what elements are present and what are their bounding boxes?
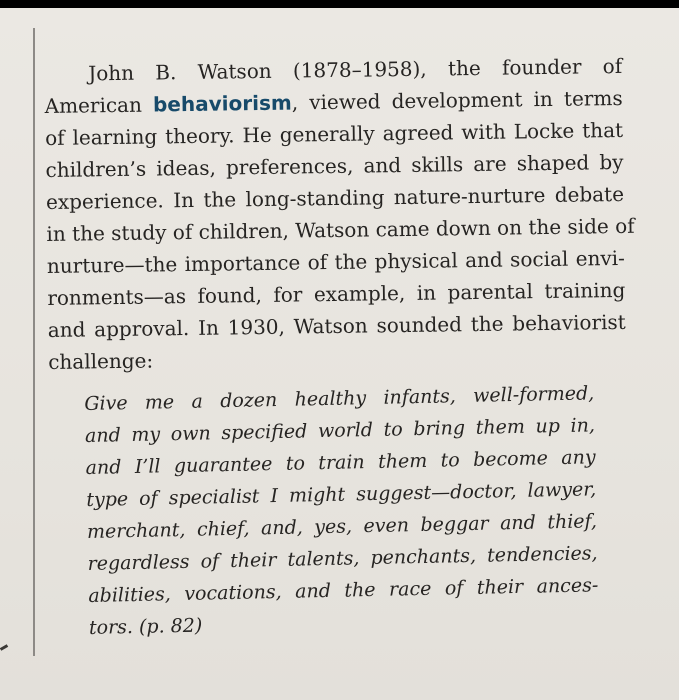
block-quote	[84, 377, 599, 644]
paragraph-line: experience. In the long-standing nature-nurture debate	[45, 181, 625, 214]
paragraph-line: and approval. In 1930, Watson sounded the behaviorist	[47, 309, 626, 342]
quote-line: merchant, chief, and, yes, even beggar and thief,	[86, 510, 598, 543]
paragraph-line: in the study of children, Watson came down on the side of	[46, 213, 635, 246]
key-term: behaviorism	[152, 90, 292, 117]
paragraph-line: children’s ideas, preferences, and skills are shaped by	[45, 149, 624, 182]
quote-line: and I’ll guarantee to train them to become any	[85, 446, 596, 479]
top-black-bar	[0, 0, 679, 8]
quote-line: tors. (p. 82)	[88, 614, 203, 639]
quote-line: abilities, vocations, and the race of their ances-	[88, 574, 599, 607]
paragraph-line: nurture—the importance of the physical and social envi-	[46, 245, 626, 278]
quote-line: and my own specified world to bring them up in,	[84, 414, 596, 447]
margin-mark	[0, 644, 8, 651]
body-paragraph	[44, 50, 635, 378]
paragraph-line: John B. Watson (1878–1958), the founder of	[88, 53, 623, 86]
quote-line: Give me a dozen healthy infants, well-formed,	[84, 382, 595, 415]
paragraph-text: American	[44, 92, 154, 118]
paragraph-text: , viewed development in terms	[291, 85, 623, 115]
paragraph-line: ronments—as found, for example, in parental training	[47, 277, 626, 310]
paragraph-line: of learning theory. He generally agreed with Locke that	[44, 117, 624, 150]
paragraph-line: challenge:	[48, 348, 154, 374]
quote-line: regardless of their talents, penchants, tendencies,	[87, 542, 598, 575]
margin-rule	[33, 28, 35, 656]
quote-line: type of specialist I might suggest—doctor, lawyer,	[86, 478, 597, 511]
